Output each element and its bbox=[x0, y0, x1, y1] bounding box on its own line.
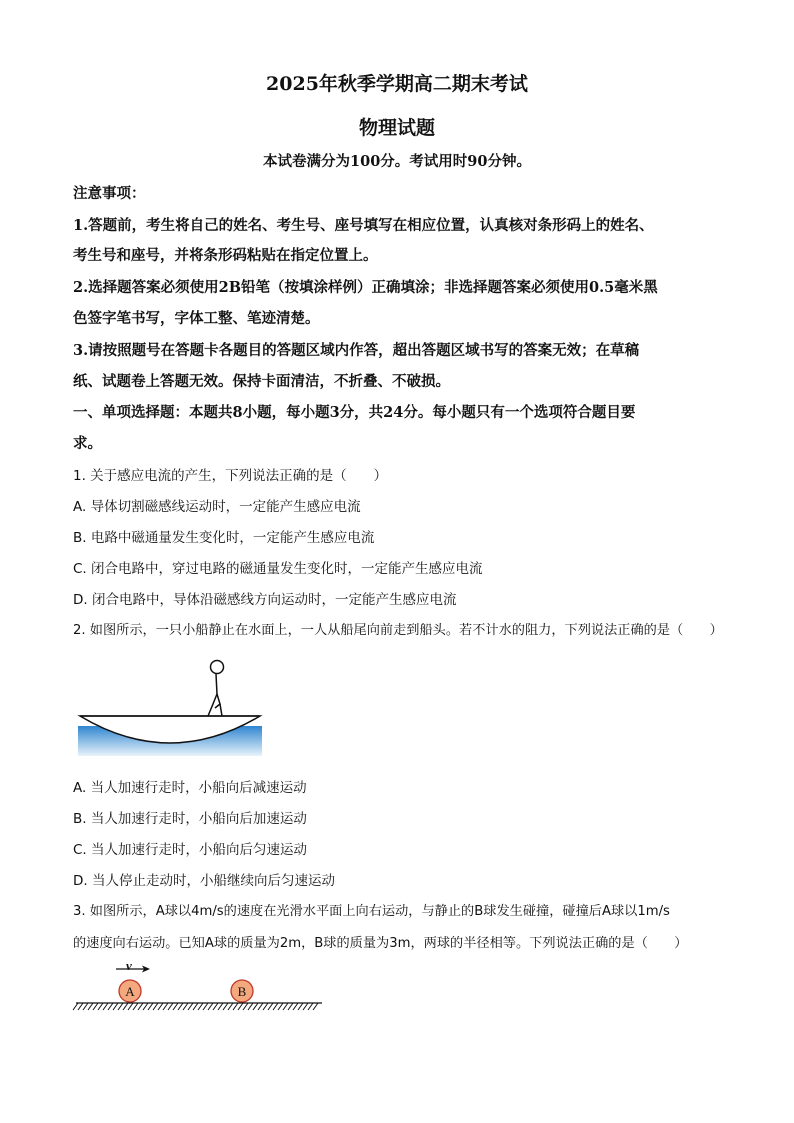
notice-line: 纸、试题卷上答题无效。保持卡面清洁，不折叠、不破损。 bbox=[73, 373, 450, 390]
q2-stem: 2. 如图所示，一只小船静止在水面上，一人从船尾向前走到船头。若不计水的阻力，下列说法正确的是（ ） bbox=[73, 623, 723, 638]
ground-hatching bbox=[73, 1003, 318, 1010]
q3-stem-cont: 的速度向右运动。已知A球的质量为2m，B球的质量为3m，两球的半径相等。下列说法正确的是（ ） bbox=[73, 936, 688, 951]
q1-stem: 1. 关于感应电流的产生，下列说法正确的是（ ） bbox=[73, 468, 388, 484]
collision-figure bbox=[70, 955, 330, 1017]
velocity-arrow-icon bbox=[116, 966, 150, 973]
q2-option-a: A. 当人加速行走时，小船向后减速运动 bbox=[73, 780, 307, 796]
ball-a-label: A bbox=[125, 984, 135, 999]
notice-line: 3.请按照题号在答题卡各题目的答题区域内作答，超出答题区域书写的答案无效；在草稿 bbox=[73, 342, 640, 359]
exam-title: 2025年秋季学期高二期末考试 bbox=[266, 73, 528, 95]
q1-option-b: B. 电路中磁通量发生变化时，一定能产生感应电流 bbox=[73, 530, 375, 546]
notice-heading: 注意事项： bbox=[73, 185, 146, 202]
notice-line: 色签字笔书写，字体工整、笔迹清楚。 bbox=[73, 310, 320, 327]
notice-line: 1.答题前，考生将自己的姓名、考生号、座号填写在相应位置，认真核对条形码上的姓名、 bbox=[73, 217, 654, 234]
score-info: 本试卷满分为100分。考试用时90分钟。 bbox=[263, 153, 531, 170]
q2-option-d: D. 当人停止走动时，小船继续向后匀速运动 bbox=[73, 873, 335, 889]
ball-b-label: B bbox=[237, 984, 247, 999]
subject-title: 物理试题 bbox=[358, 117, 435, 139]
q2-option-b: B. 当人加速行走时，小船向后加速运动 bbox=[73, 811, 307, 827]
notice-line: 2.选择题答案必须使用2B铅笔（按填涂样例）正确填涂；非选择题答案必须使用0.5毫米黑 bbox=[73, 279, 658, 296]
q1-option-a: A. 导体切割磁感线运动时，一定能产生感应电流 bbox=[73, 499, 361, 515]
person-icon bbox=[208, 661, 224, 717]
q1-option-c: C. 闭合电路中，穿过电路的磁通量发生变化时，一定能产生感应电流 bbox=[73, 561, 483, 577]
q3-stem: 3. 如图所示，A球以4m/s的速度在光滑水平面上向右运动，与静止的B球发生碰撞，碰撞后A球以1m/s bbox=[73, 904, 670, 919]
section-heading-cont: 求。 bbox=[73, 435, 102, 452]
boat-figure bbox=[70, 652, 270, 762]
q2-option-c: C. 当人加速行走时，小船向后匀速运动 bbox=[73, 842, 308, 858]
q1-option-d: D. 闭合电路中，导体沿磁感线方向运动时，一定能产生感应电流 bbox=[73, 592, 457, 608]
velocity-label: v bbox=[126, 958, 132, 973]
notice-line: 考生号和座号，并将条形码粘贴在指定位置上。 bbox=[73, 247, 378, 264]
section-heading: 一、单项选择题：本题共8小题，每小题3分，共24分。每小题只有一个选项符合题目要 bbox=[73, 404, 636, 421]
